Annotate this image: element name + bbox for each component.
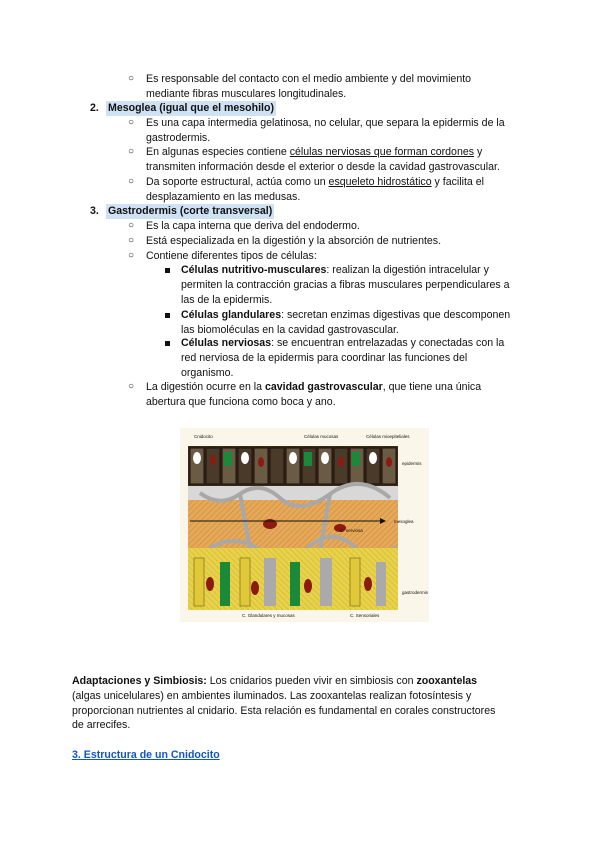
section-number: 2. (90, 102, 99, 114)
label-celulas-mucosas: Células mucosas (304, 434, 339, 439)
section-title-gastrodermis: Gastrodermis (corte transversal) (108, 205, 273, 217)
epidermis-base (188, 486, 398, 500)
label-celulas-mioepiteliales: Células mioepiteliales (366, 434, 410, 439)
label-mesoglea: mesoglea (394, 519, 414, 524)
heading-estructura-cnidocito-link[interactable]: 3. Estructura de un Cnidocito (72, 749, 220, 761)
bullet-square-icon (165, 313, 170, 318)
bullet-square-icon (165, 268, 170, 273)
label-cnidocito: Cnidocito (194, 434, 213, 439)
bullet-circle-icon: ○ (128, 176, 135, 187)
bullet-circle-icon: ○ (128, 250, 135, 261)
label-gastrodermis: gastrodermis (402, 590, 429, 595)
label-epidermis: epidermis (402, 461, 422, 466)
link-celulas-nerviosas[interactable]: células nerviosas que forman cordones (289, 146, 475, 158)
section-number: 3. (90, 205, 99, 217)
cell-type-item: Células nutritivo-musculares: realizan la digestión intracelular y permiten la contracción gracias a fibras musculares perpendiculares a las de la epidermis. (181, 264, 510, 306)
section-title-mesoglea: Mesoglea (igual que el mesohilo) (108, 102, 274, 114)
intro-bullet: Es responsable del contacto con el medio ambiente y del movimiento mediante fibras musculares longitudinales. (146, 73, 472, 100)
bullet-circle-icon: ○ (128, 73, 135, 84)
gastrodermis-cells (194, 558, 386, 606)
label-c-nerviosa: C. nerviosa (340, 528, 363, 533)
cell-type-item: Células nerviosas: se encuentran entrelazadas y conectadas con la red nerviosa de la epidermis para coordinar las funciones del organismo. (181, 337, 505, 379)
bullet-circle-icon: ○ (128, 146, 135, 157)
list-item: Contiene diferentes tipos de células: (146, 250, 317, 262)
list-item: En algunas especies contiene células nerviosas que forman cordones y transmiten información desde el exterior o desde la cavidad gastrovascular. (146, 146, 500, 173)
label-c-sensoriales: C. Sensoriales (350, 613, 380, 618)
bullet-circle-icon: ○ (128, 381, 135, 392)
bullet-circle-icon: ○ (128, 117, 135, 128)
label-c-glandulares: C. Glandulares y mucosas (242, 613, 295, 618)
list-item: Está especializada en la digestión y la absorción de nutrientes. (146, 235, 442, 247)
cnidarian-tissue-figure (180, 428, 429, 622)
bullet-square-icon (165, 341, 170, 346)
adaptaciones-paragraph: Adaptaciones y Simbiosis: Los cnidarios pueden vivir en simbiosis con zooxantelas (algas unicelulares) en ambientes iluminados. Las zooxantelas realizan fotosíntesis y proporcionan nutrientes al cnidario. Esta relación es fundamental en corales constructores de arrecifes. (72, 675, 496, 732)
list-item: Es la capa interna que deriva del endodermo. (146, 220, 360, 232)
list-item: La digestión ocurre en la cavidad gastrovascular, que tiene una única abertura que funciona como boca y ano. (146, 381, 482, 408)
list-item: Es una capa intermedia gelatinosa, no celular, que separa la epidermis de la gastrodermis. (146, 117, 505, 144)
bullet-circle-icon: ○ (128, 235, 135, 246)
link-esqueleto-hidrostatico[interactable]: esqueleto hidrostático (328, 176, 432, 188)
tissue-diagram (180, 428, 429, 622)
list-item: Da soporte estructural, actúa como un esqueleto hidrostático y facilita el desplazamiento en las medusas. (146, 176, 485, 203)
cell-type-item: Células glandulares: secretan enzimas digestivas que descomponen las biomoléculas en la cavidad gastrovascular. (181, 309, 511, 336)
bullet-circle-icon: ○ (128, 220, 135, 231)
